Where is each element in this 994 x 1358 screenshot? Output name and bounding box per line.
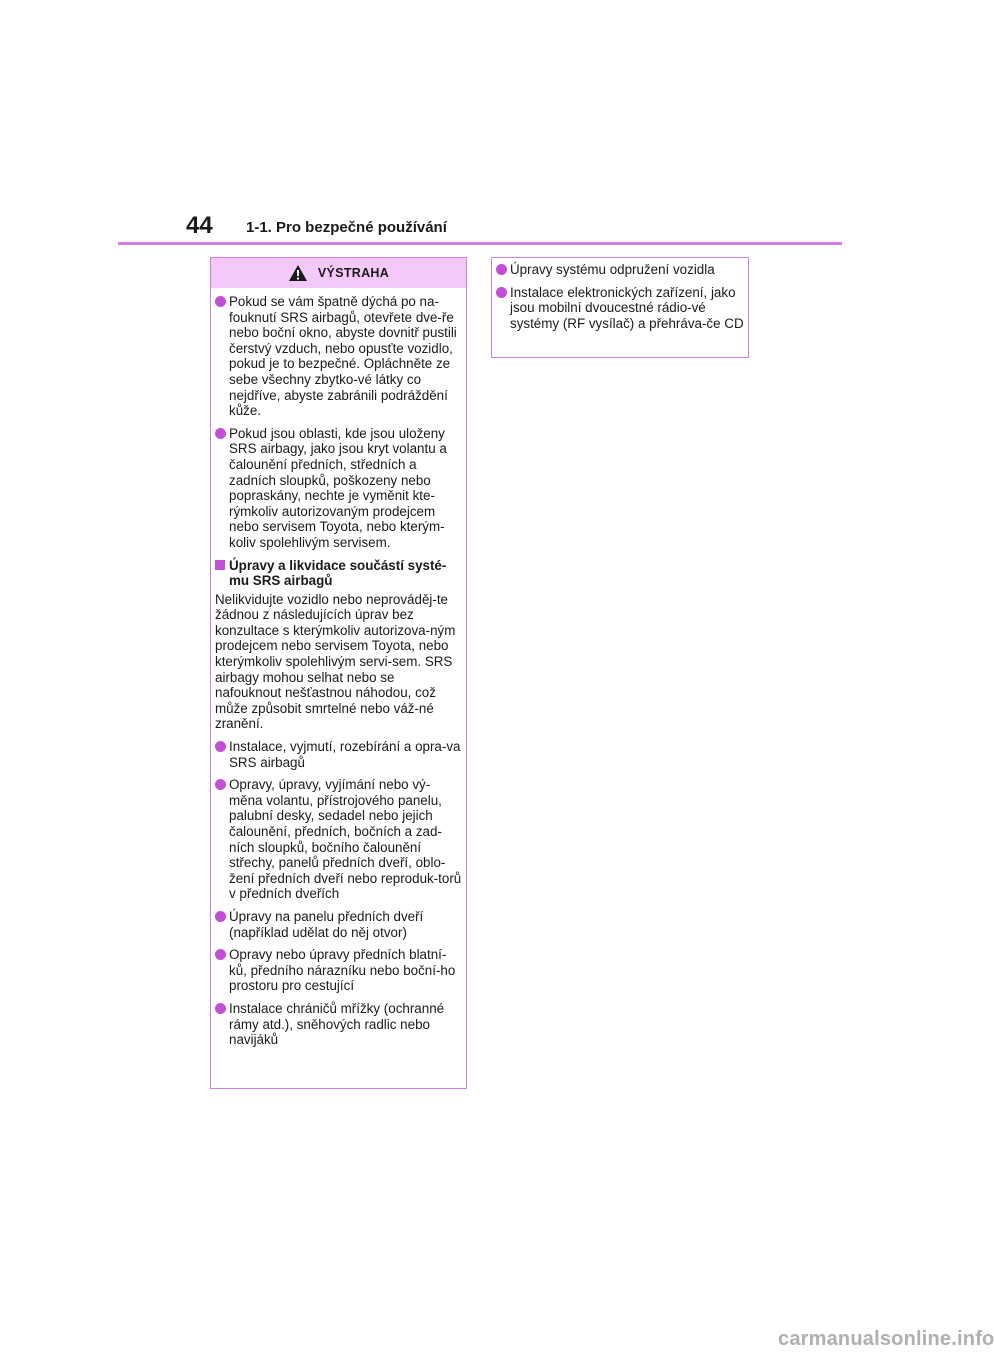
bullet-text: Instalace elektronických zařízení, jako jsou mobilní dvoucestné rádio-vé systémy (RF vysílač) a přehráva-če CD xyxy=(510,284,744,331)
warning-bullet xyxy=(215,947,462,994)
warning-bullet xyxy=(215,1001,462,1048)
warning-bullet xyxy=(496,262,744,278)
warning-triangle-icon xyxy=(288,264,308,282)
bullet-dot-icon xyxy=(215,1003,226,1014)
warning-content xyxy=(211,288,466,1048)
section-title: 1-1. Pro bezpečné používání xyxy=(246,219,447,236)
bullet-dot-icon xyxy=(496,287,507,298)
bullet-text: Pokud se vám špatně dýchá po na-fouknutí SRS airbagů, otevřete dve-ře nebo boční okno, abyste dovnitř pustili čerstvý vzduch, nebo opusťte vozidlo, pokud je to bezpečné. Opláchněte ze sebe všechny zbytko-vé látky co nejdříve, abyste zabránili podráždění kůže. xyxy=(229,294,457,419)
subheading-text: Úpravy a likvidace součástí systé-mu SRS airbagů xyxy=(229,557,447,589)
warning-box xyxy=(210,257,467,1089)
header-rule xyxy=(118,242,842,245)
warning-paragraph: Nelikvidujte vozidlo nebo neprováděj-te žádnou z následujících úprav bez konzultace s kterýmkoliv autorizova-ným prodejcem nebo servisem Toyota, nebo kterýmkoliv spolehlivým servi-sem. SRS airbagy mohou selhat nebo se nafouknout nešťastnou náhodou, což může způsobit smrtelné nebo váž-né zranění. xyxy=(215,591,456,732)
bullet-text: Úpravy na panelu předních dveří (například udělat do něj otvor) xyxy=(229,908,424,940)
bullet-dot-icon xyxy=(215,741,226,752)
warning-bullet xyxy=(215,777,462,902)
bullet-text: Úpravy systému odpružení vozidla xyxy=(510,262,715,277)
bullet-dot-icon xyxy=(215,428,226,439)
bullet-dot-icon xyxy=(215,779,226,790)
bullet-text: Opravy, úpravy, vyjímání nebo vý-měna volantu, přístrojového panelu, palubní desky, sedadel nebo jejich čalounění, předních, bočních a zad-ních sloupků, bočního čalounění střechy, panelů předních dveří, oblo-žení předních dveří nebo reproduk-torů v předních dveřích xyxy=(229,777,462,902)
warning-bullet xyxy=(215,426,462,551)
warning-title: VÝSTRAHA xyxy=(317,266,390,280)
bullet-text: Pokud jsou oblasti, kde jsou uloženy SRS airbagy, jako jsou kryt volantu a čalounění předních, středních a zadních sloupků, poškozeny nebo popraskány, nechte je vyměnit kte-rýmkoliv autorizovaným prodejcem nebo servisem Toyota, nebo kterým-koliv spolehlivým servisem. xyxy=(229,425,447,550)
continued-warning-box xyxy=(491,257,749,358)
bullet-text: Instalace, vyjmutí, rozebírání a opra-va SRS airbagů xyxy=(229,739,461,770)
square-bullet-icon xyxy=(215,560,225,570)
warning-bullet xyxy=(496,285,744,332)
bullet-dot-icon xyxy=(496,264,507,275)
warning-header xyxy=(211,258,466,288)
bullet-dot-icon xyxy=(215,911,226,922)
warning-bullet xyxy=(215,739,462,770)
warning-subheading xyxy=(215,558,462,589)
bullet-dot-icon xyxy=(215,949,226,960)
page-number: 44 xyxy=(186,212,213,239)
warning-bullet xyxy=(215,909,462,940)
bullet-text: Opravy nebo úpravy předních blatní-ků, předního nárazníku nebo boční-ho prostoru pro cestující xyxy=(229,947,456,994)
bullet-dot-icon xyxy=(215,296,226,307)
bullet-text: Instalace chráničů mřížky (ochranné rámy atd.), sněhových radlic nebo navijáků xyxy=(229,1000,445,1048)
watermark-logo: carmanualsonline.info xyxy=(778,1328,994,1350)
warning-bullet xyxy=(215,294,462,419)
